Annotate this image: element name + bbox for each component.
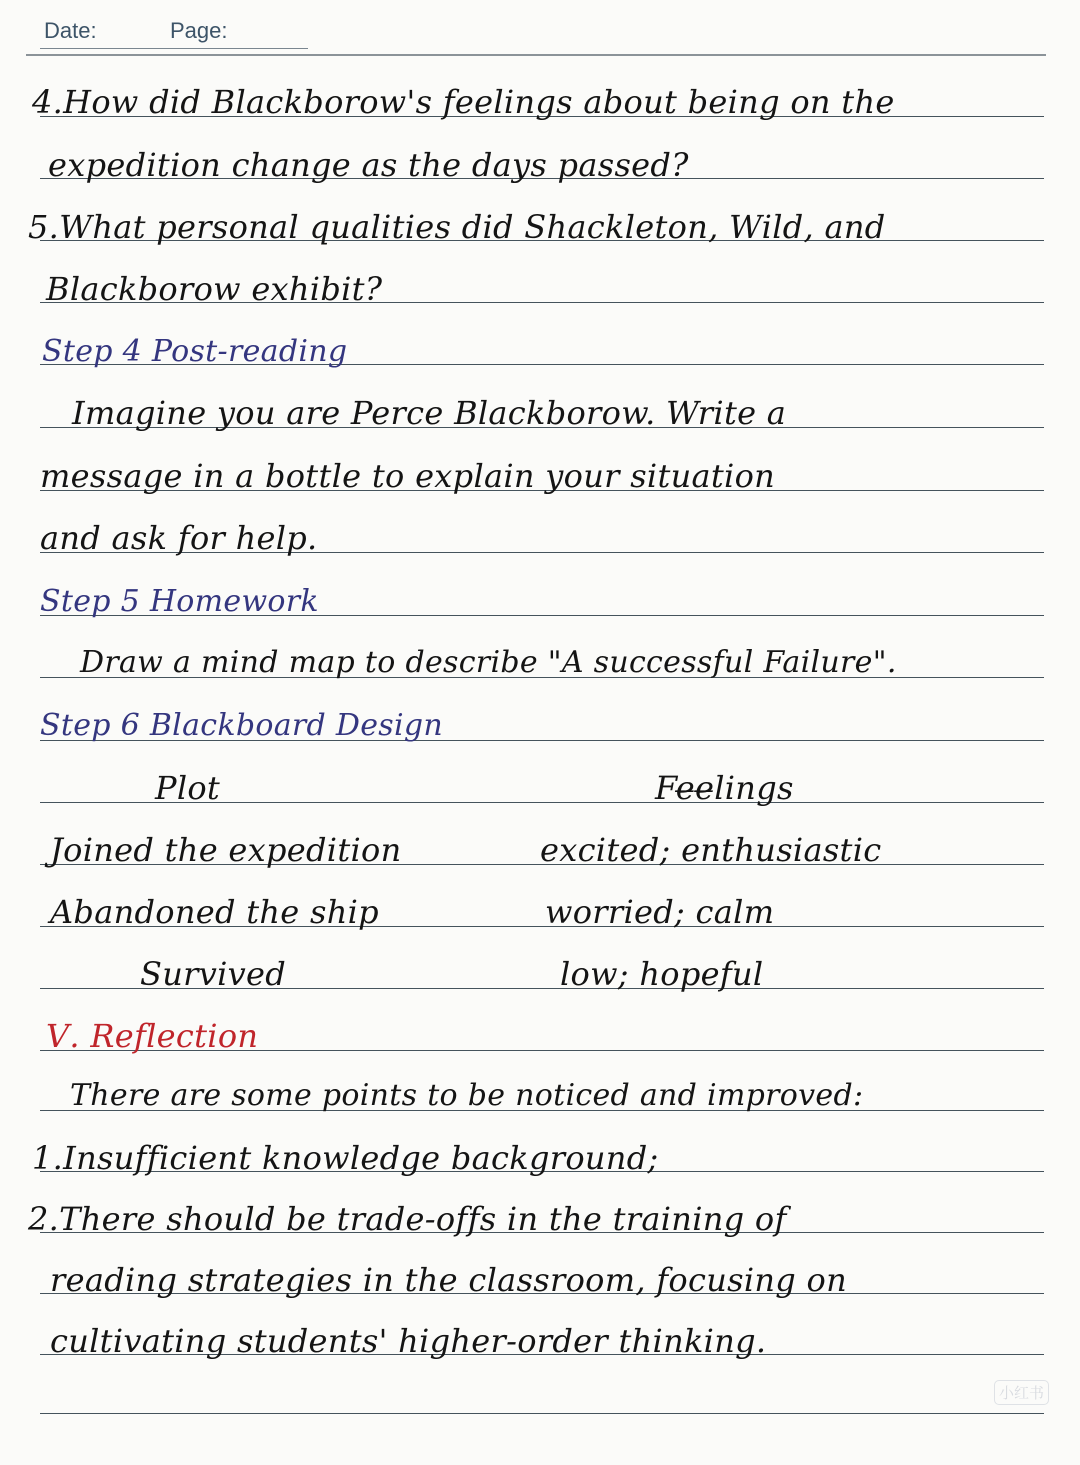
page-label: Page: bbox=[170, 18, 228, 43]
post-reading-line-2: message in a bottle to explain your situation bbox=[40, 457, 776, 495]
question-5-line-1: 5.What personal qualities did Shackleton, Wild, and bbox=[28, 208, 886, 246]
post-reading-line-1: Imagine you are Perce Blackborow. Write a bbox=[72, 394, 787, 432]
reflection-intro: There are some points to be noticed and improved: bbox=[70, 1078, 864, 1113]
reflection-heading: Ⅴ. Reflection bbox=[46, 1017, 259, 1055]
plot-column-heading: Plot bbox=[155, 769, 221, 807]
plot-item-survived: Survived bbox=[140, 955, 287, 993]
header-underline bbox=[40, 48, 308, 49]
reflection-point-2-line-3: cultivating students' higher-order thinking. bbox=[50, 1322, 767, 1360]
homework-line: Draw a mind map to describe "A successful Failure". bbox=[80, 645, 897, 680]
post-reading-line-3: and ask for help. bbox=[40, 519, 318, 557]
header-rule bbox=[26, 54, 1046, 56]
reflection-point-2-line-1: 2.There should be trade-offs in the training of bbox=[28, 1200, 787, 1238]
ruled-line bbox=[40, 1413, 1044, 1414]
question-5-line-2: Blackborow exhibit? bbox=[46, 270, 383, 308]
reflection-point-2-line-2: reading strategies in the classroom, focusing on bbox=[50, 1261, 848, 1299]
feelings-column-heading: Fe̶e̶lings bbox=[655, 769, 794, 807]
plot-item-joined: Joined the expedition bbox=[50, 831, 402, 869]
step-5-heading: Step 5 Homework bbox=[40, 584, 319, 619]
reflection-point-1: 1.Insufficient knowledge background; bbox=[32, 1139, 659, 1177]
feeling-item-low: low; hopeful bbox=[560, 955, 764, 993]
date-label: Date: bbox=[44, 18, 97, 43]
question-4-line-1: 4.How did Blackborow's feelings about being on the bbox=[32, 83, 895, 121]
feeling-item-excited: excited; enthusiastic bbox=[540, 831, 882, 869]
step-4-heading: Step 4 Post-reading bbox=[42, 334, 348, 369]
question-4-line-2: expedition change as the days passed? bbox=[48, 146, 689, 184]
plot-item-abandoned: Abandoned the ship bbox=[50, 893, 379, 931]
feeling-item-worried: worried; calm bbox=[545, 893, 775, 931]
step-6-heading: Step 6 Blackboard Design bbox=[40, 708, 443, 743]
watermark-logo: 小红书 bbox=[994, 1380, 1049, 1405]
